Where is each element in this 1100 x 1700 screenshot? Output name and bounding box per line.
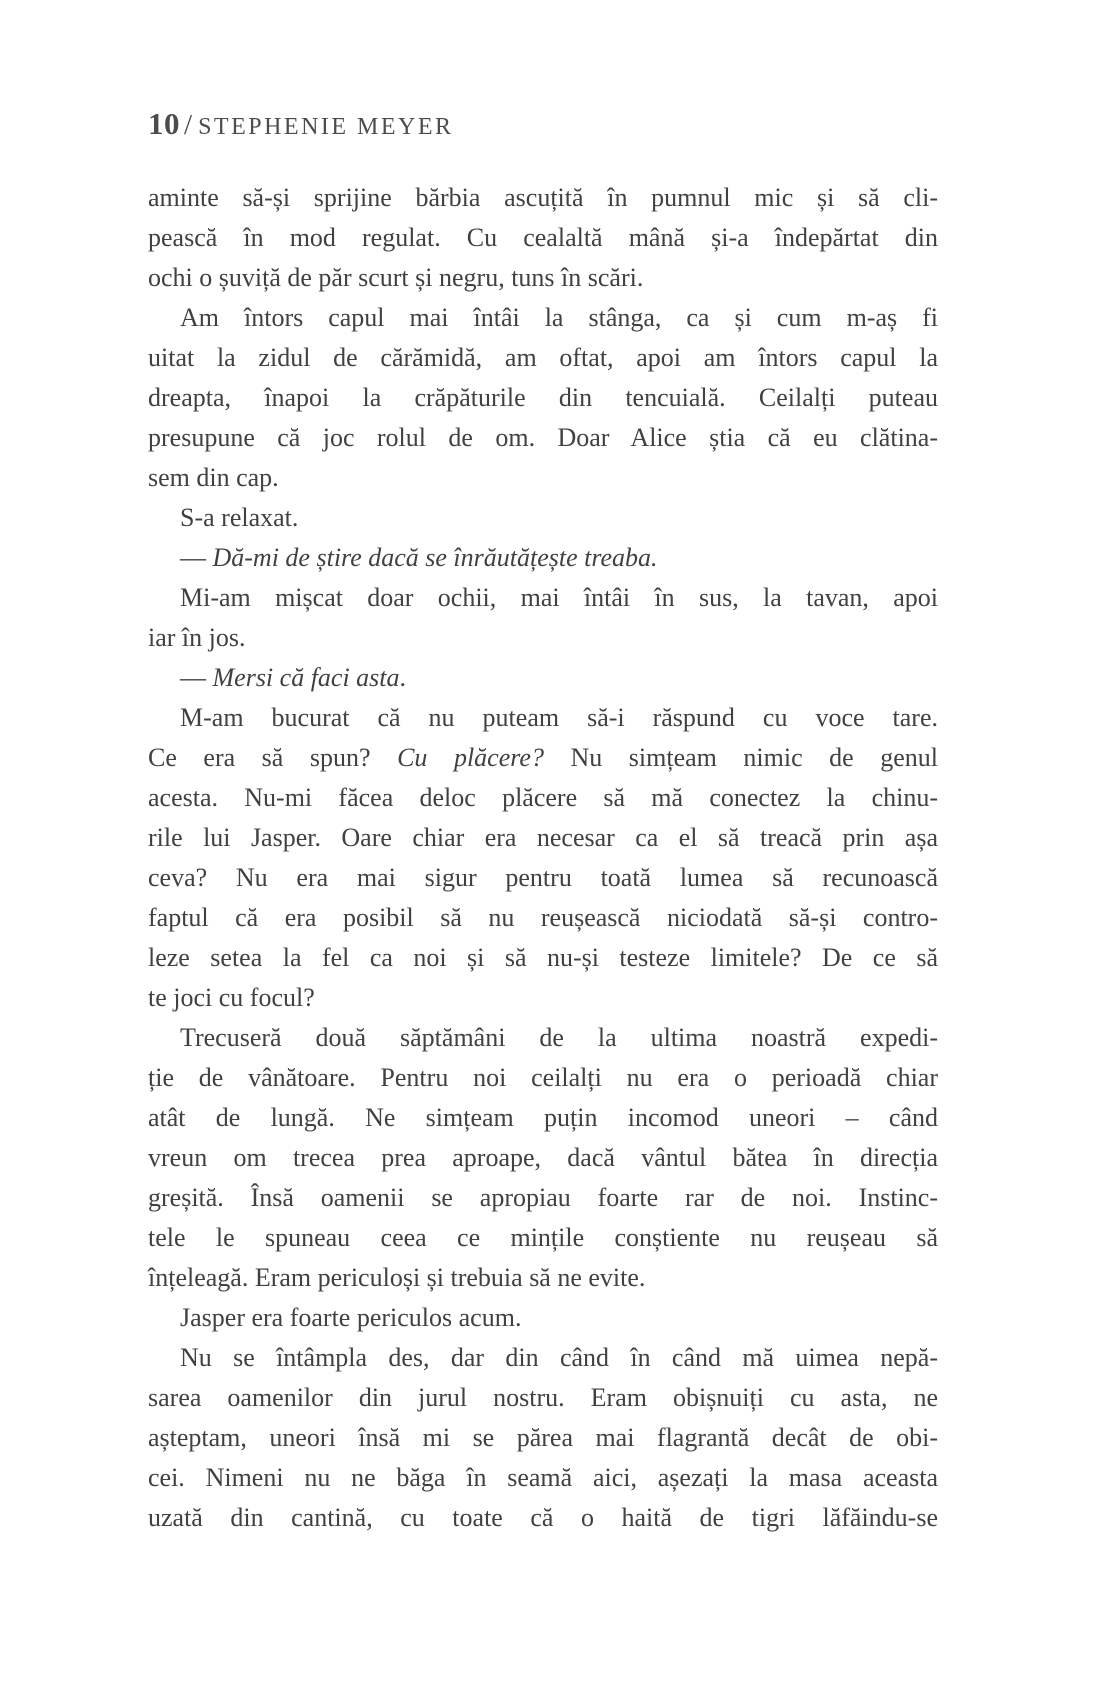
text-line	[148, 1378, 938, 1418]
text-line	[148, 1018, 938, 1058]
text-line	[148, 498, 938, 538]
text-segment: Trecuseră două săptămâni de la ultima noastră expedi-	[180, 1023, 938, 1052]
text-line	[148, 1098, 938, 1138]
text-line	[148, 458, 938, 498]
text-line	[148, 1298, 938, 1338]
text-line	[148, 778, 938, 818]
text-segment: Jasper era foarte periculos acum.	[180, 1303, 522, 1332]
text-segment: ție de vânătoare. Pentru noi ceilalți nu era o perioadă chiar	[148, 1063, 938, 1092]
text-segment: atât de lungă. Ne simțeam puțin incomod uneori – când	[148, 1103, 938, 1132]
text-segment: tele le spuneau ceea ce mințile conștiente nu reușeau să	[148, 1223, 938, 1252]
text-line	[148, 1058, 938, 1098]
text-line	[148, 1418, 938, 1458]
running-header	[148, 106, 454, 142]
text-segment: Nu simțeam nimic de genul	[543, 743, 939, 772]
text-line	[148, 338, 938, 378]
text-segment: înțeleagă. Eram periculoși și trebuia să ne evite.	[148, 1263, 646, 1292]
text-segment: sarea oamenilor din jurul nostru. Eram obișnuiți cu asta, ne	[148, 1383, 938, 1412]
text-line	[148, 1138, 938, 1178]
text-line	[148, 1178, 938, 1218]
text-line	[148, 698, 938, 738]
text-segment: .	[399, 663, 407, 692]
text-segment: —	[180, 543, 213, 572]
text-segment: sem din cap.	[148, 463, 279, 492]
text-line	[148, 298, 938, 338]
text-line	[148, 538, 938, 578]
text-segment: aminte să-și sprijine bărbia ascuțită în pumnul mic și să cli-	[148, 183, 938, 212]
text-segment: —	[180, 663, 213, 692]
text-line	[148, 938, 938, 978]
text-segment: ochi o șuviță de păr scurt și negru, tuns în scări.	[148, 263, 644, 292]
text-line	[148, 578, 938, 618]
text-segment: acesta. Nu-mi făcea deloc plăcere să mă conectez la chinu-	[148, 783, 938, 812]
page-number: 10	[148, 106, 180, 141]
text-line	[148, 618, 938, 658]
text-segment: iar în jos.	[148, 623, 246, 652]
text-line	[148, 1498, 938, 1538]
text-segment: pească în mod regulat. Cu cealaltă mână și-a îndepărtat din	[148, 223, 938, 252]
header-separator: /	[184, 109, 193, 141]
text-segment: Am întors capul mai întâi la stânga, ca și cum m-aș fi	[180, 303, 938, 332]
text-line	[148, 978, 938, 1018]
text-segment: te joci cu focul?	[148, 983, 315, 1012]
text-segment: S-a relaxat.	[180, 503, 299, 532]
text-segment: așteptam, uneori însă mi se părea mai flagrantă decât de obi-	[148, 1423, 938, 1452]
text-segment: Mersi că faci asta	[212, 663, 400, 692]
text-line	[148, 898, 938, 938]
text-line	[148, 378, 938, 418]
text-segment: rile lui Jasper. Oare chiar era necesar ca el să treacă prin așa	[148, 823, 938, 852]
text-segment: Cu plăcere?	[397, 743, 544, 772]
text-segment: uzată din cantină, cu toate că o haită de tigri lăfăindu-se	[148, 1503, 938, 1532]
text-line	[148, 818, 938, 858]
text-line	[148, 418, 938, 458]
text-segment: Dă-mi de știre dacă se înrăutățește treaba.	[212, 543, 658, 572]
running-title: STEPHENIE MEYER	[198, 114, 454, 140]
text-line	[148, 178, 938, 218]
text-segment: greșită. Însă oamenii se apropiau foarte rar de noi. Instinc-	[148, 1183, 938, 1212]
text-line	[148, 1338, 938, 1378]
text-line	[148, 658, 938, 698]
text-segment: Mi-am mișcat doar ochii, mai întâi în sus, la tavan, apoi	[180, 583, 938, 612]
text-segment: Nu se întâmpla des, dar din când în când mă uimea nepă-	[180, 1343, 938, 1372]
text-segment: ceva? Nu era mai sigur pentru toată lumea să recunoască	[148, 863, 938, 892]
text-segment: cei. Nimeni nu ne băga în seamă aici, așezați la masa aceasta	[148, 1463, 938, 1492]
text-line	[148, 858, 938, 898]
text-line	[148, 218, 938, 258]
text-segment: presupune că joc rolul de om. Doar Alice știa că eu clătina-	[148, 423, 938, 452]
text-line	[148, 1258, 938, 1298]
text-line	[148, 1458, 938, 1498]
text-segment: vreun om trecea prea aproape, dacă vântul bătea în direcția	[148, 1143, 938, 1172]
text-segment: M-am bucurat că nu puteam să-i răspund cu voce tare.	[180, 703, 938, 732]
text-segment: leze setea la fel ca noi și să nu-și testeze limitele? De ce să	[148, 943, 938, 972]
text-segment: dreapta, înapoi la crăpăturile din tencuială. Ceilalți puteau	[148, 383, 938, 412]
text-line	[148, 738, 938, 778]
text-line	[148, 1218, 938, 1258]
text-line	[148, 258, 938, 298]
body-text	[148, 178, 938, 1538]
text-segment: Ce era să spun?	[148, 743, 398, 772]
text-segment: faptul că era posibil să nu reușească niciodată să-și contro-	[148, 903, 938, 932]
text-segment: uitat la zidul de cărămidă, am oftat, apoi am întors capul la	[148, 343, 938, 372]
